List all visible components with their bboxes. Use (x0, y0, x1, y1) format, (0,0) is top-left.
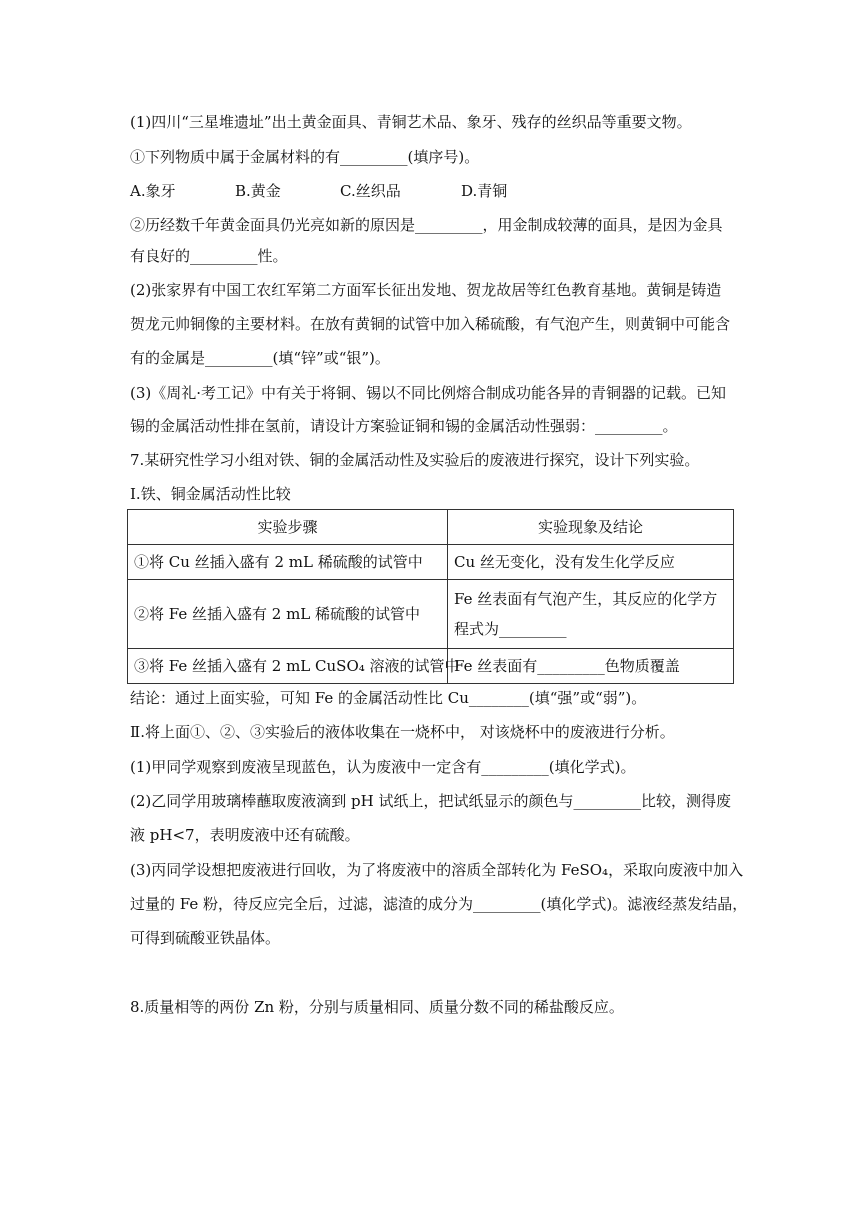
q7-sub2-line1: (2)乙同学用玻璃棒蘸取废液滴到 pH 试纸上，把试纸显示的颜色与_________比较，测得废 (130, 792, 731, 810)
q7-section2-title: Ⅱ.将上面①、②、③实验后的液体收集在一烧杯中， 对该烧杯中的废液进行分析。 (130, 723, 675, 741)
option-b: B.黄金 (235, 182, 281, 200)
header-step: 实验步骤 (128, 510, 448, 545)
result-cell: Fe 丝表面有气泡产生，其反应的化学方程式为_________ (448, 580, 734, 649)
step-cell: ①将 Cu 丝插入盛有 2 mL 稀硫酸的试管中 (128, 545, 448, 580)
result-cell: Fe 丝表面有_________色物质覆盖 (448, 649, 734, 684)
q6-part1-sub2-line1: ②历经数千年黄金面具仍光亮如新的原因是_________，用金制成较薄的面具，是因为金具 (130, 216, 723, 234)
result-cell: Cu 丝无变化，没有发生化学反应 (448, 545, 734, 580)
table-row (128, 649, 734, 684)
step-cell: ③将 Fe 丝插入盛有 2 mL CuSO₄ 溶液的试管中 (128, 649, 448, 684)
step-cell: ②将 Fe 丝插入盛有 2 mL 稀硫酸的试管中 (128, 580, 448, 649)
q7-sub3-line2: 过量的 Fe 粉，待反应完全后，过滤，滤渣的成分为_________(填化学式)。滤液经蒸发结晶， (130, 895, 748, 913)
q6-part2-line3: 有的金属是_________(填“锌”或“银”)。 (130, 349, 390, 367)
q6-part3-line1: (3)《周礼·考工记》中有关于将铜、锡以不同比例熔合制成功能各异的青铜器的记载。已知 (130, 384, 727, 402)
q6-part1-intro: (1)四川“三星堆遗址”出土黄金面具、青铜艺术品、象牙、残存的丝织品等重要文物。 (130, 113, 692, 131)
table-row (128, 545, 734, 580)
q6-part3-line2: 锡的金属活动性排在氢前，请设计方案验证铜和锡的金属活动性强弱：_________。 (130, 417, 678, 435)
option-c: C.丝织品 (340, 182, 401, 200)
header-result: 实验现象及结论 (448, 510, 734, 545)
q7-sub3-line1: (3)丙同学设想把废液进行回收，为了将废液中的溶质全部转化为 FeSO₄，采取向废液中加入 (130, 861, 744, 879)
q6-part1-sub1: ①下列物质中属于金属材料的有_________(填序号)。 (130, 148, 480, 166)
q7-sub3-line3: 可得到硫酸亚铁晶体。 (130, 929, 281, 947)
q6-part2-line1: (2)张家界有中国工农红军第二方面军长征出发地、贺龙故居等红色教育基地。黄铜是铸造 (130, 281, 722, 299)
q7-sub1: (1)甲同学观察到废液呈现蓝色，认为废液中一定含有_________(填化学式)。 (130, 758, 636, 776)
q7-conclusion: 结论：通过上面实验，可知 Fe 的金属活动性比 Cu________(填“强”或“弱”)。 (130, 689, 647, 707)
q7-stem: 7.某研究性学习小组对铁、铜的金属活动性及实验后的废液进行探究，设计下列实验。 (130, 451, 700, 469)
q7-sub2-line2: 液 pH<7，表明废液中还有硫酸。 (130, 826, 360, 844)
q6-part1-sub2-line2: 有良好的_________性。 (130, 247, 288, 265)
option-a: A.象牙 (130, 182, 176, 200)
q8-stem: 8.质量相等的两份 Zn 粉，分别与质量相同、质量分数不同的稀盐酸反应。 (130, 998, 624, 1016)
table-header-row (128, 510, 734, 545)
table-row (128, 580, 734, 649)
option-d: D.青铜 (461, 182, 508, 200)
q6-part2-line2: 贺龙元帅铜像的主要材料。在放有黄铜的试管中加入稀硫酸，有气泡产生，则黄铜中可能含 (130, 315, 731, 333)
q7-section1-title: Ⅰ.铁、铜金属活动性比较 (130, 485, 291, 503)
experiment-table (127, 509, 734, 684)
